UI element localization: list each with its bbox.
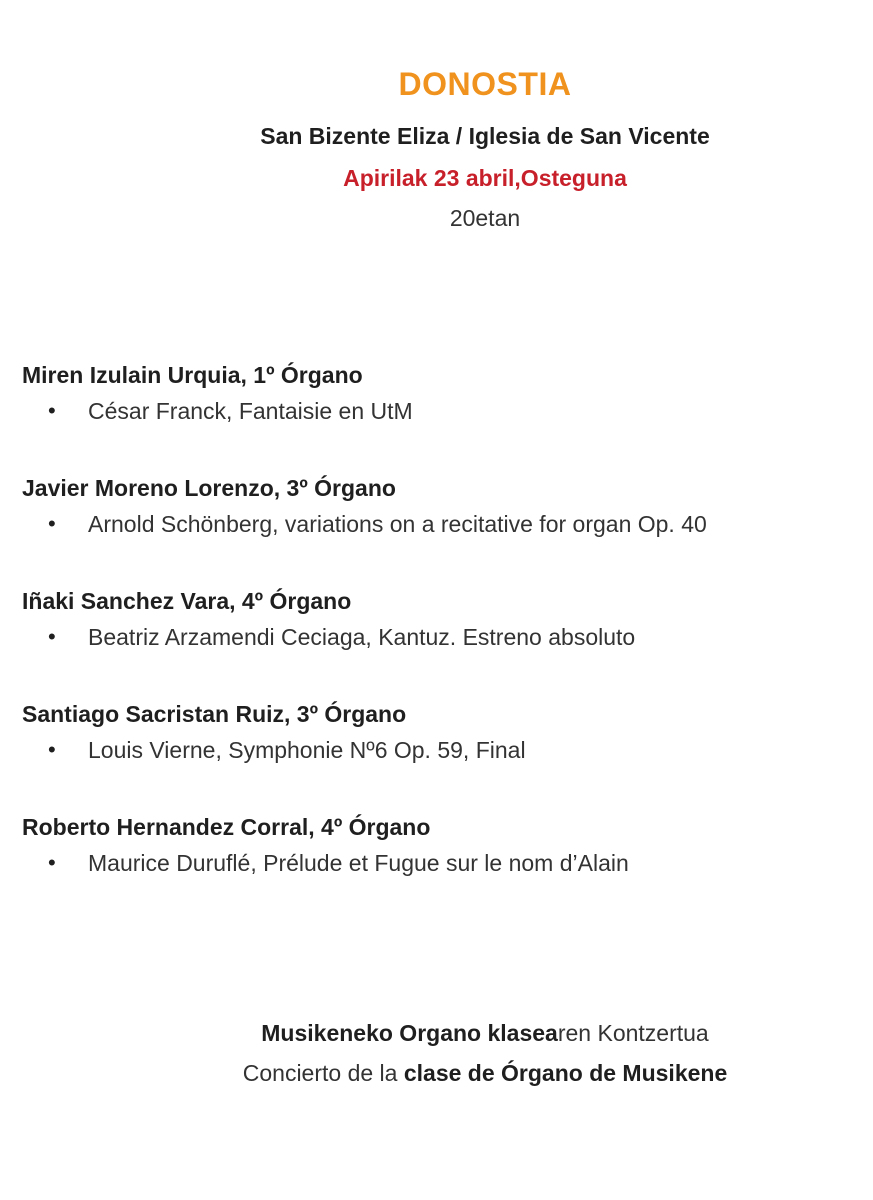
performer-entry [22,360,862,473]
program-piece [22,622,862,652]
bullet-icon: • [48,737,56,762]
piece-title: César Franck, Fantaisie en UtM [88,398,413,424]
footer-bold-basque: Musikeneko Organo klasea [261,1020,558,1046]
piece-title: Beatriz Arzamendi Ceciaga, Kantuz. Estreno absoluto [88,624,636,650]
performer-name: Roberto Hernandez Corral, 4º Órgano [22,814,431,840]
bullet-icon: • [48,850,56,875]
footer-line-basque [0,1013,873,1053]
performer-entry [22,812,862,925]
piece-title: Maurice Duruflé, Prélude et Fugue sur le nom d’Alain [88,850,629,876]
performer-entry [22,699,862,812]
footer-rest-basque: ren Kontzertua [557,1020,709,1046]
performer-entry [22,473,862,586]
city-title: DONOSTIA [398,66,572,102]
footer-pre-spanish: Concierto de la [242,1060,404,1086]
program-list [22,360,862,925]
program-piece [22,396,862,426]
footer-bold-spanish: clase de Órgano de Musikene [403,1060,728,1086]
performer-name: Miren Izulain Urquia, 1º Órgano [22,362,363,388]
program-piece [22,509,862,539]
footer-line-spanish [0,1053,873,1093]
concert-date: Apirilak 23 abril,Osteguna [343,165,627,191]
performer-name: Iñaki Sanchez Vara, 4º Órgano [22,588,352,614]
concert-footer [0,1013,873,1093]
performer-name: Javier Moreno Lorenzo, 3º Órgano [22,475,396,501]
performer-entry [22,586,862,699]
concert-time: 20etan [449,205,521,231]
bullet-icon: • [48,511,56,536]
venue-name: San Bizente Eliza / Iglesia de San Vicente [260,123,710,149]
bullet-icon: • [48,398,56,423]
program-piece [22,735,862,765]
program-piece [22,848,862,878]
bullet-icon: • [48,624,56,649]
piece-title: Louis Vierne, Symphonie Nº6 Op. 59, Final [88,737,526,763]
piece-title: Arnold Schönberg, variations on a recitative for organ Op. 40 [88,511,707,537]
performer-name: Santiago Sacristan Ruiz, 3º Órgano [22,701,407,727]
